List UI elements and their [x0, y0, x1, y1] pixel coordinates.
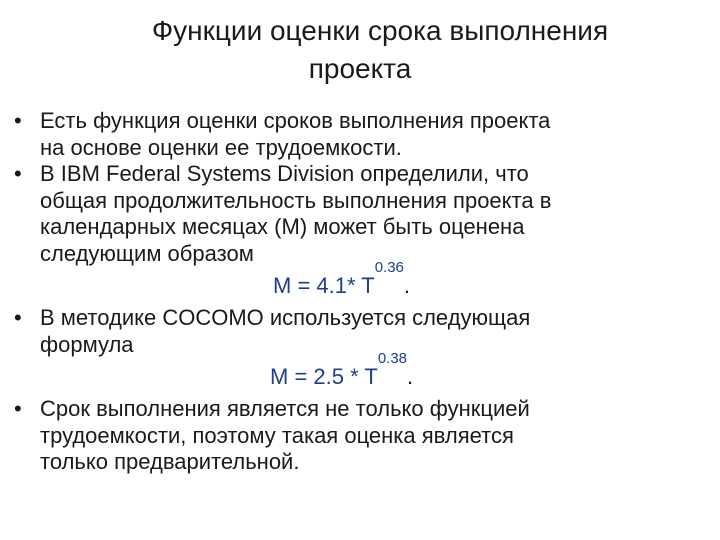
bullet-item-2	[0, 161, 720, 267]
bullet-text-line: только предварительной.	[40, 449, 300, 474]
bullet-text-line: Срок выполнения является не только функцией	[40, 396, 530, 421]
bullet-text-line: календарных месяцах (М) может быть оценена	[40, 214, 525, 239]
formula-tail: .	[403, 273, 411, 298]
bullet-marker: •	[14, 396, 22, 421]
bullet-marker: •	[14, 305, 22, 330]
bullet-item-3	[0, 305, 720, 358]
bullet-item-1	[0, 108, 720, 161]
formula-base: M = 2.5 * T	[270, 364, 378, 389]
bullet-item-4	[0, 396, 720, 476]
formula-base: M = 4.1* T	[273, 273, 375, 298]
title-line-1: Функции оценки срока выполнения	[151, 15, 609, 46]
slide-title	[0, 12, 720, 88]
formula-exponent: 0.38	[377, 350, 408, 367]
formula-tail: .	[407, 364, 414, 389]
bullet-text-line: следующим образом	[40, 240, 254, 266]
bullet-marker: •	[14, 161, 22, 186]
title-line-2: проекта	[308, 53, 412, 84]
bullet-marker: •	[14, 108, 22, 133]
bullet-text-line: В IBM Federal Systems Division определили, что	[40, 161, 529, 186]
bullet-text-line: на основе оценки ее трудоемкости.	[40, 134, 402, 160]
bullet-text-line: формула	[40, 331, 134, 357]
slide-body	[0, 108, 720, 476]
bullet-text-line: общая продолжительность выполнения проекта в	[40, 187, 552, 213]
bullet-text-line: Есть функция оценки сроков выполнения проекта	[40, 108, 551, 133]
formula-ibm	[0, 259, 720, 301]
bullet-text-line: В методике COCOMO используется следующая	[40, 305, 531, 330]
formula-exponent: 0.36	[374, 259, 404, 276]
formula-cocomo	[0, 350, 720, 392]
bullet-text-line: трудоемкости, поэтому такая оценка является	[40, 422, 514, 448]
